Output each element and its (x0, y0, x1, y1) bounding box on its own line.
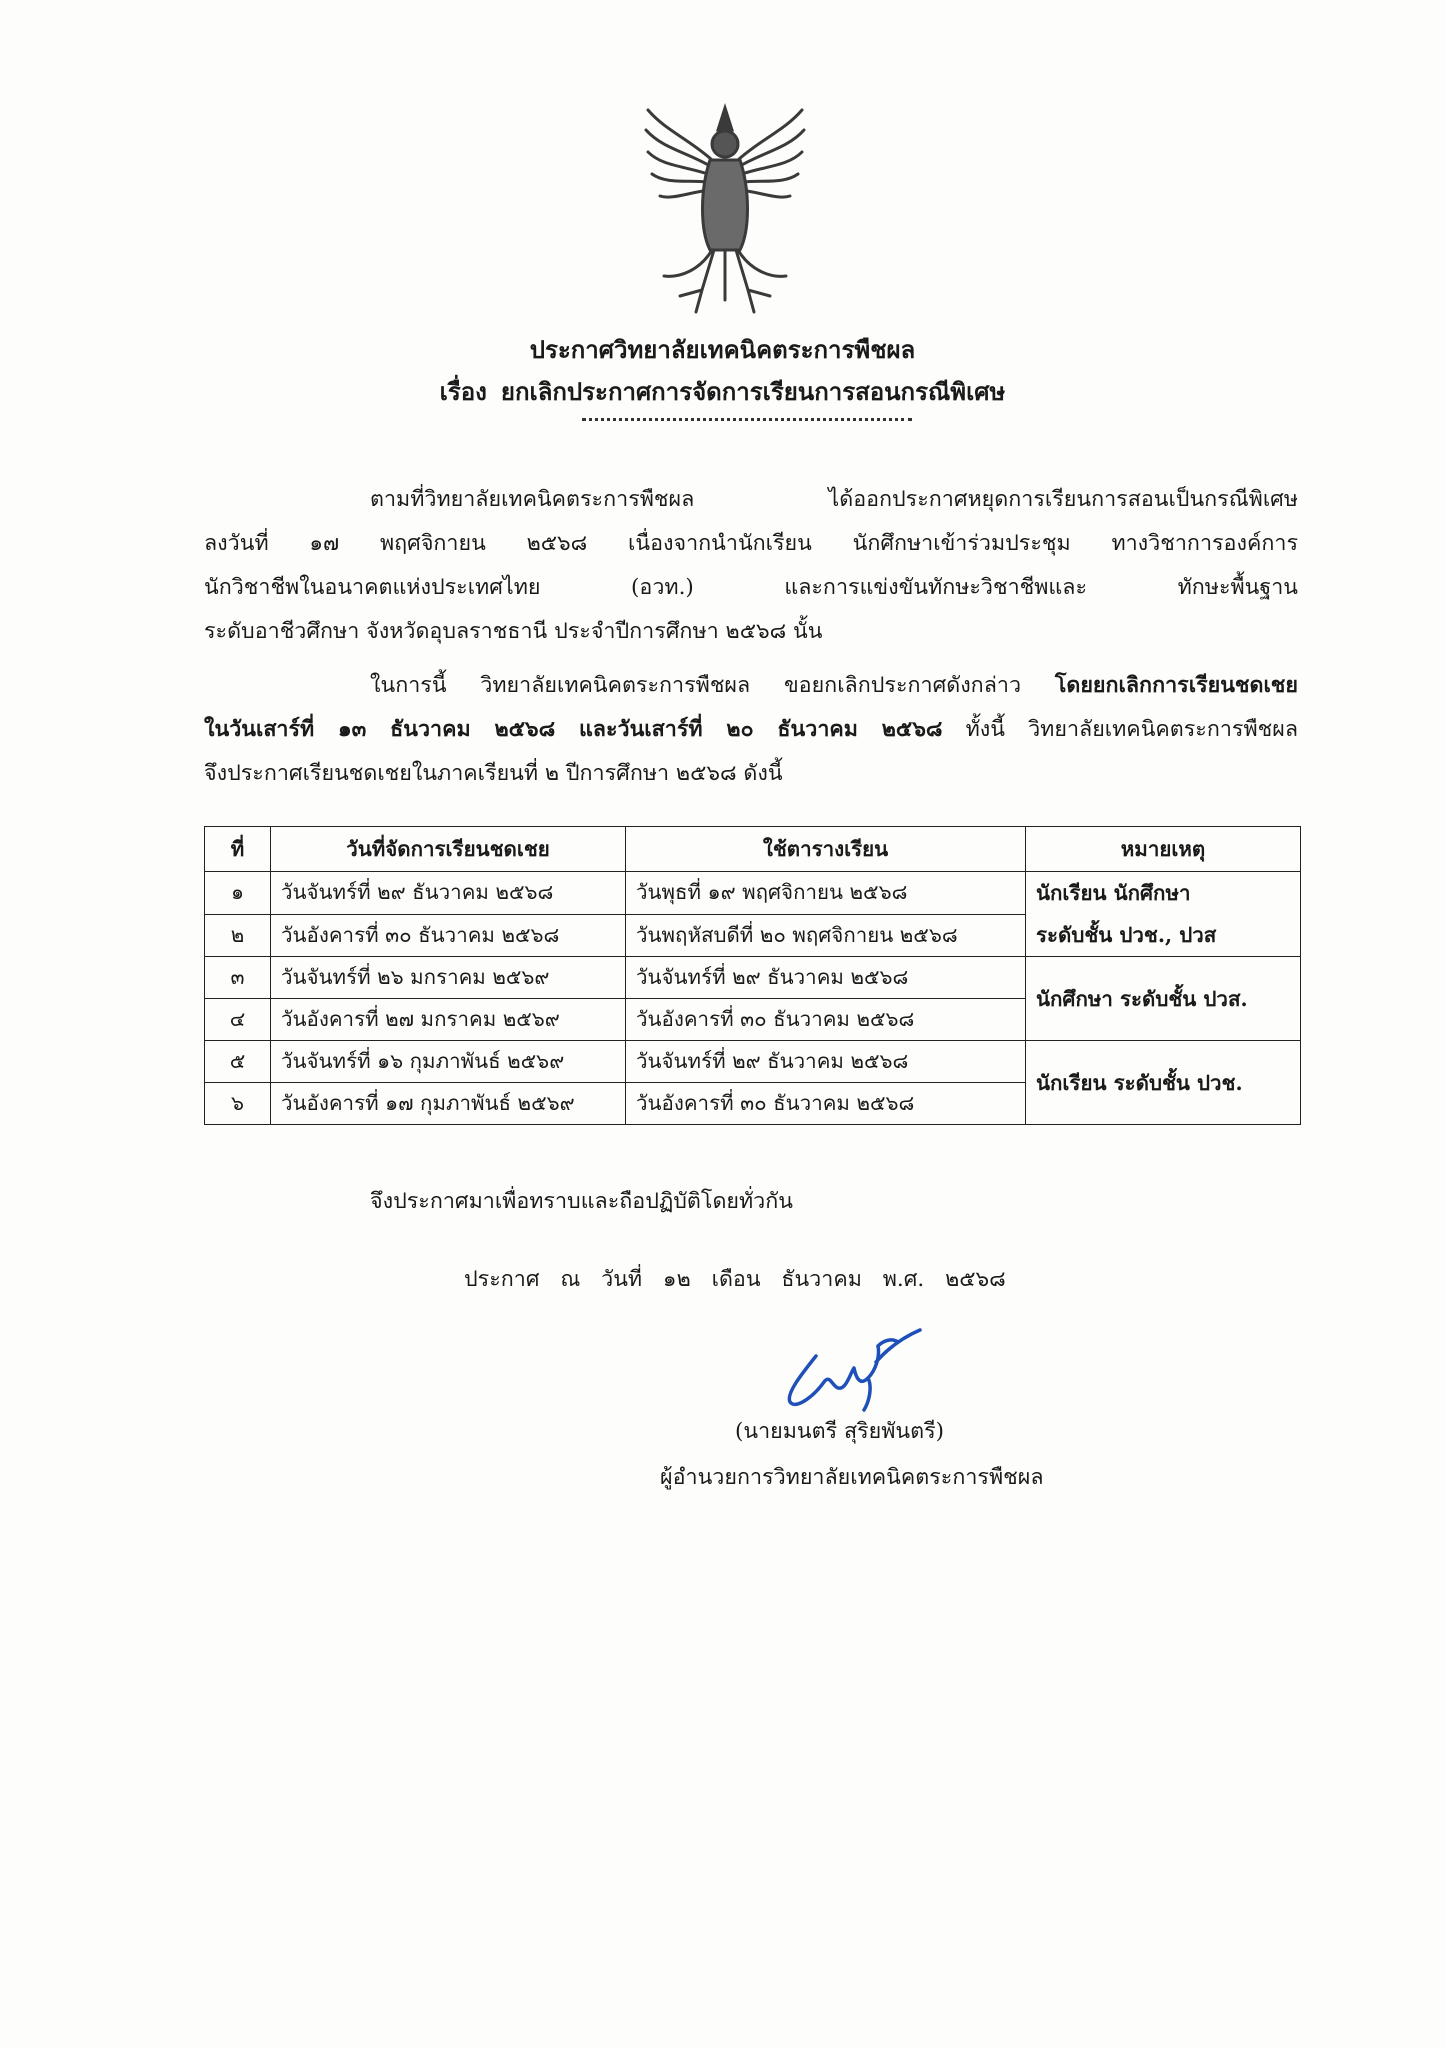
header-schedule: ใช้ตารางเรียน (626, 827, 1026, 872)
announcement-title: ประกาศวิทยาลัยเทคนิคตระการพืชผล (529, 335, 916, 364)
row-makeup-date: วันจันทร์ที่ ๑๖ กุมภาพันธ์ ๒๕๖๙ (271, 1041, 626, 1083)
row-no: ๖ (205, 1083, 271, 1125)
paragraph-1-line: ลงวันที่ ๑๗ พฤศจิกายน ๒๕๖๘ เนื่องจากนำนักเรียน นักศึกษาเข้าร่วมประชุม ทางวิชาการองค์การ (204, 531, 1298, 556)
row-no: ๔ (205, 999, 271, 1041)
paragraph-2-bold-text: ในวันเสาร์ที่ ๑๓ ธันวาคม ๒๕๖๘ และวันเสาร์ที่ ๒๐ ธันวาคม ๒๕๖๘ (204, 717, 943, 742)
row-schedule: วันจันทร์ที่ ๒๙ ธันวาคม ๒๕๖๘ (626, 1041, 1026, 1083)
header-no: ที่ (205, 827, 271, 872)
makeup-schedule-table (204, 826, 1301, 1125)
dateline-at: ณ (560, 1267, 581, 1292)
row-no: ๑ (205, 872, 271, 915)
announcement-dateline (464, 1262, 1020, 1296)
paragraph-2 (204, 664, 1298, 796)
dateline-month: ธันวาคม (781, 1267, 862, 1292)
header-makeup-date: วันที่จัดการเรียนชดเชย (271, 827, 626, 872)
paragraph-1 (204, 478, 1298, 654)
row-makeup-date: วันอังคารที่ ๓๐ ธันวาคม ๒๕๖๘ (271, 914, 626, 957)
row-makeup-date: วันอังคารที่ ๑๗ กุมภาพันธ์ ๒๕๖๙ (271, 1083, 626, 1125)
row-remark: นักศึกษา ระดับชั้น ปวส. (1026, 957, 1301, 1041)
row-remark: นักเรียน ระดับชั้น ปวช. (1026, 1041, 1301, 1125)
dateline-month-label: เดือน (711, 1267, 761, 1292)
garuda-emblem-icon (640, 100, 810, 320)
paragraph-2-text: ทั้งนี้ วิทยาลัยเทคนิคตระการพืชผล (965, 717, 1298, 742)
row-makeup-date: วันอังคารที่ ๒๗ มกราคม ๒๕๖๙ (271, 999, 626, 1041)
signer-name: (นายมนตรี สุริยพันตรี) (735, 1419, 945, 1444)
row-schedule: วันพฤหัสบดีที่ ๒๐ พฤศจิกายน ๒๕๖๘ (626, 914, 1026, 957)
table-header-row (205, 827, 1301, 872)
signature-image (780, 1316, 930, 1416)
closing-statement: จึงประกาศมาเพื่อทราบและถือปฏิบัติโดยทั่วกัน (370, 1189, 793, 1214)
remark-line: ระดับชั้น ปวช., ปวส (1036, 923, 1217, 947)
dateline-day: ๑๒ (662, 1267, 691, 1292)
table-row (205, 872, 1301, 915)
paragraph-2-bold-text: โดยยกเลิกการเรียนชดเชย (1054, 673, 1298, 698)
dateline-prefix: ประกาศ (464, 1267, 540, 1292)
row-no: ๓ (205, 957, 271, 999)
paragraph-1-line: นักวิชาชีพในอนาคตแห่งประเทศไทย (อวท.) และการแข่งขันทักษะวิชาชีพและ ทักษะพื้นฐาน (204, 575, 1298, 600)
row-makeup-date: วันจันทร์ที่ ๒๙ ธันวาคม ๒๕๖๘ (271, 872, 626, 915)
table-row (205, 1041, 1301, 1083)
paragraph-2-line: จึงประกาศเรียนชดเชยในภาคเรียนที่ ๒ ปีการศึกษา ๒๕๖๘ ดังนี้ (204, 761, 783, 786)
paragraph-2-text: ในการนี้ วิทยาลัยเทคนิคตระการพืชผล ขอยกเลิกประกาศดังกล่าว (370, 673, 1022, 698)
paragraph-1-line: ตามที่วิทยาลัยเทคนิคตระการพืชผล ได้ออกประกาศหยุดการเรียนการสอนเป็นกรณีพิเศษ (370, 487, 1298, 512)
row-makeup-date: วันจันทร์ที่ ๒๖ มกราคม ๒๕๖๙ (271, 957, 626, 999)
row-schedule: วันจันทร์ที่ ๒๙ ธันวาคม ๒๕๖๘ (626, 957, 1026, 999)
dotted-divider (582, 418, 912, 421)
row-schedule: วันพุธที่ ๑๙ พฤศจิกายน ๒๕๖๘ (626, 872, 1026, 915)
row-schedule: วันอังคารที่ ๓๐ ธันวาคม ๒๕๖๘ (626, 1083, 1026, 1125)
paragraph-1-line: ระดับอาชีวศึกษา จังหวัดอุบลราชธานี ประจำปีการศึกษา ๒๕๖๘ นั้น (204, 619, 823, 644)
dateline-year-label: พ.ศ. (882, 1267, 925, 1292)
subject-label: เรื่อง (439, 377, 487, 406)
row-schedule: วันอังคารที่ ๓๐ ธันวาคม ๒๕๖๘ (626, 999, 1026, 1041)
dateline-year: ๒๕๖๘ (945, 1267, 1006, 1292)
row-remark (1026, 872, 1301, 957)
remark-line: นักเรียน นักศึกษา (1036, 881, 1191, 905)
paragraph-2-line (204, 664, 1298, 708)
row-no: ๕ (205, 1041, 271, 1083)
dateline-day-label: วันที่ (601, 1267, 643, 1292)
announcement-subject (0, 372, 1445, 411)
header-remark: หมายเหตุ (1026, 827, 1301, 872)
subject-text: ยกเลิกประกาศการจัดการเรียนการสอนกรณีพิเศษ (500, 377, 1006, 406)
table-row (205, 957, 1301, 999)
paragraph-2-line (204, 708, 1298, 752)
row-no: ๒ (205, 914, 271, 957)
signer-position: ผู้อำนวยการวิทยาลัยเทคนิคตระการพืชผล (660, 1465, 1044, 1490)
